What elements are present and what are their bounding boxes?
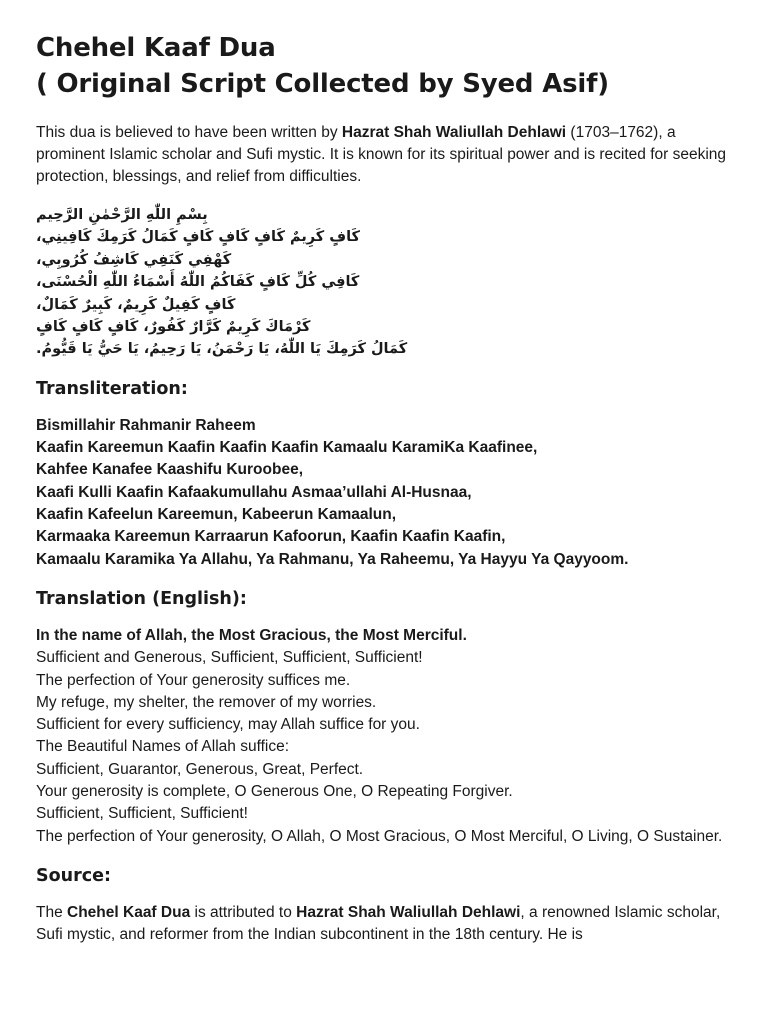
translation-line: The Beautiful Names of Allah suffice: xyxy=(36,738,290,756)
source-text-1: The xyxy=(36,903,68,921)
transliteration-block xyxy=(36,415,732,571)
translation-first-line: In the name of Allah, the Most Gracious, the Most Merciful. xyxy=(36,626,467,644)
arabic-line: كَمَالُ كَرَمِكَ يَا اللّٰهُ، يَا رَحْمَنُ، يَا رَحِيمُ، يَا حَيُّ يَا قَيُّومُ. xyxy=(36,341,408,358)
intro-author: Hazrat Shah Waliullah Dehlawi xyxy=(341,124,567,141)
page-title xyxy=(36,30,732,102)
intro-post: (1703–1762), a prominent Islamic scholar and Sufi mystic. It is known for its spiritual power and is recited for seeking protection, blessings, and relief from difficulties. xyxy=(36,124,727,185)
translation-block xyxy=(36,625,732,848)
transliteration-line: Kaafin Kareemun Kaafin Kaafin Kaafin Kamaalu KaramiKa Kaafinee, xyxy=(36,439,538,457)
translation-heading: Translation (English): xyxy=(36,588,247,609)
transliteration-line: Kahfee Kanafee Kaashifu Kuroobee, xyxy=(36,461,304,479)
transliteration-line: Bismillahir Rahmanir Raheem xyxy=(36,416,256,434)
transliteration-line: Karmaaka Kareemun Karraarun Kafoorun, Kaafin Kaafin Kaafin, xyxy=(36,528,506,546)
arabic-line: كَافٍ كَفِيلٌ كَرِيمٌ، كَبِيرٌ كَمَالٌ، xyxy=(36,296,236,313)
source-dua-name: Chehel Kaaf Dua xyxy=(67,903,191,921)
translation-line: The perfection of Your generosity suffices me. xyxy=(36,671,351,689)
arabic-line: كَرْمَاكَ كَرِيمٌ كَرَّارٌ كَفُورٌ، كَافٍ كَافٍ كَافٍ xyxy=(36,319,311,336)
source-text-3: , a renowned Islamic scholar, Sufi mystic, and reformer from the Indian subcontinent in the 18th century. He is xyxy=(36,903,721,944)
transliteration-line: Kaafin Kafeelun Kareemun, Kabeerun Kamaalun, xyxy=(36,506,397,524)
arabic-script xyxy=(36,204,732,361)
arabic-line: بِسْمِ اللّٰهِ الرَّحْمٰنِ الرَّحِيم xyxy=(36,207,208,223)
arabic-line: كَافِي كُلِّ كَافٍ كَفَاكُمُ اللّٰهُ أَسْمَاءُ اللّٰهِ الْحُسْنَى، xyxy=(36,274,360,291)
source-heading: Source: xyxy=(36,865,111,886)
translation-line: Sufficient, Guarantor, Generous, Great, Perfect. xyxy=(36,760,364,778)
transliteration-line: Kaafi Kulli Kaafin Kafaakumullahu Asmaa’ullahi Al-Husnaa, xyxy=(36,483,472,501)
source-paragraph xyxy=(36,902,732,947)
translation-line: Your generosity is complete, O Generous One, O Repeating Forgiver. xyxy=(36,783,513,800)
translation-line: The perfection of Your generosity, O Allah, O Most Gracious, O Most Merciful, O Living, O Sustainer. xyxy=(36,827,723,845)
arabic-line: كَهْفِي كَنَفِي كَاشِفُ كُرُوبِي، xyxy=(36,251,232,268)
source-author: Hazrat Shah Waliullah Dehlawi xyxy=(296,903,521,921)
source-text-2: is attributed to xyxy=(190,903,297,921)
intro-pre: This dua is believed to have been written by xyxy=(36,124,342,141)
translation-line: Sufficient and Generous, Sufficient, Sufficient, Sufficient! xyxy=(36,649,423,667)
intro-paragraph xyxy=(36,122,732,188)
translation-line: Sufficient for every sufficiency, may Allah suffice for you. xyxy=(36,716,420,734)
transliteration-heading: Transliteration: xyxy=(36,378,188,399)
translation-line: My refuge, my shelter, the remover of my worries. xyxy=(36,693,377,711)
title-line-2: ( Original Script Collected by Syed Asif) xyxy=(36,69,609,99)
arabic-line: كَافٍ كَرِيمٌ كَافٍ كَافٍ كَافٍ كَمَالُ كَرَمِكَ كَافِينِي، xyxy=(36,229,360,246)
translation-line: Sufficient, Sufficient, Sufficient! xyxy=(36,805,248,823)
title-line-1: Chehel Kaaf Dua xyxy=(36,33,276,63)
transliteration-line: Kamaalu Karamika Ya Allahu, Ya Rahmanu, Ya Raheemu, Ya Hayyu Ya Qayyoom. xyxy=(36,550,629,568)
